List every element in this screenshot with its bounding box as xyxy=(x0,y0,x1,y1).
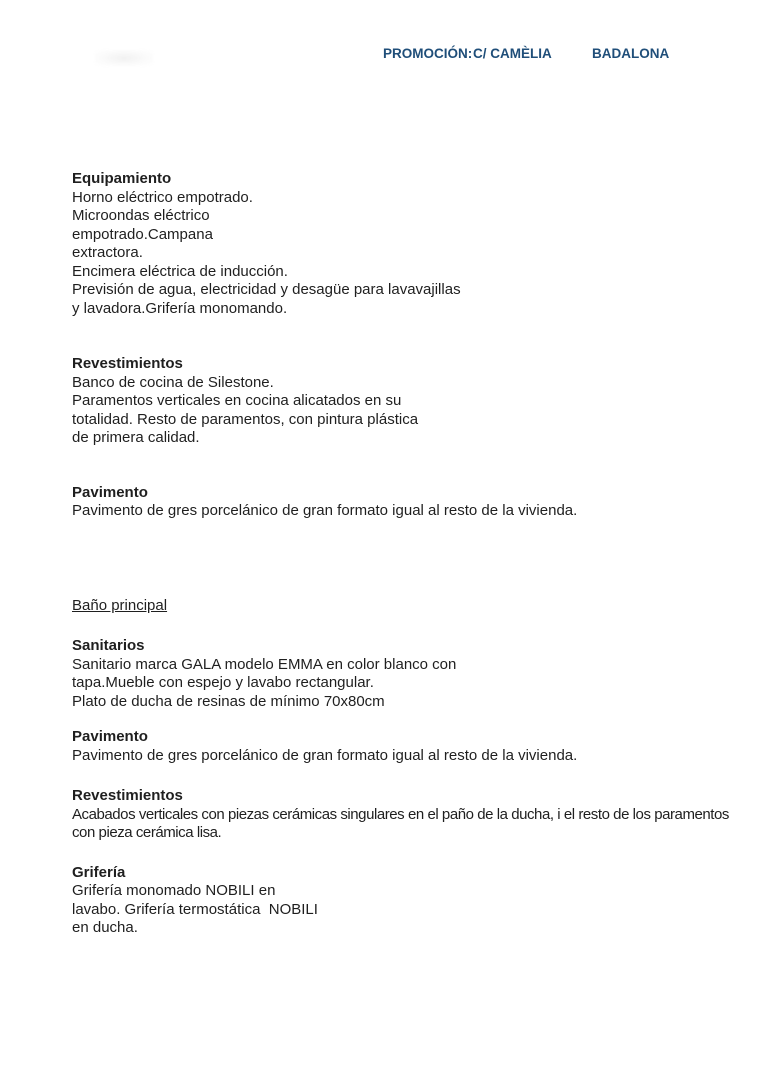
section-heading: Revestimientos xyxy=(72,355,183,372)
paragraph-line: Sanitario marca GALA modelo EMMA en color blanco con xyxy=(72,655,457,673)
section xyxy=(72,355,732,448)
paragraph-line: en ducha. xyxy=(72,919,138,936)
paragraph-line: Plato de ducha de resinas de mínimo 70x80cm xyxy=(72,692,385,710)
section xyxy=(72,484,732,521)
paragraph-line: y lavadora.Grifería monomando. xyxy=(72,299,288,317)
paragraph-line: con pieza cerámica lisa. xyxy=(72,824,222,841)
section-heading: Pavimento xyxy=(72,728,148,745)
paragraph-line: tapa.Mueble con espejo y lavabo rectangular. xyxy=(72,674,374,691)
paragraph-line: Encimera eléctrica de inducción. xyxy=(72,262,288,280)
paragraph-line: empotrado.Campana xyxy=(72,225,213,243)
section xyxy=(72,787,732,843)
section-heading: Sanitarios xyxy=(72,637,145,654)
header-city-name: BADALONA xyxy=(592,46,670,61)
section-heading: Grifería xyxy=(72,863,126,881)
document-body xyxy=(72,170,732,938)
paragraph-line: Horno eléctrico empotrado. xyxy=(72,188,253,206)
section xyxy=(72,597,732,616)
paragraph-line: Microondas eléctrico xyxy=(72,207,210,224)
section-heading: Pavimento xyxy=(72,483,148,501)
paragraph-line: Acabados verticales con piezas cerámicas singulares en el paño de la ducha, i el resto de los paramentos xyxy=(72,805,729,823)
paragraph-line: Pavimento de gres porcelánico de gran formato igual al resto de la vivienda. xyxy=(72,746,578,764)
paragraph-line: de primera calidad. xyxy=(72,429,200,446)
header-promotion-label: PROMOCIÓN: xyxy=(383,46,473,61)
document-header xyxy=(0,46,763,64)
header-street-name: C/ CAMÈLIA xyxy=(473,46,552,61)
section-heading: Equipamiento xyxy=(72,170,172,187)
paragraph-line: Paramentos verticales en cocina alicatados en su xyxy=(72,392,402,409)
section xyxy=(72,637,732,711)
section xyxy=(72,864,732,938)
paragraph-line: totalidad. Resto de paramentos, con pintura plástica xyxy=(72,410,419,428)
section xyxy=(72,170,732,318)
paragraph-line: Grifería monomado NOBILI en xyxy=(72,882,276,899)
section-heading: Baño principal xyxy=(72,596,168,614)
paragraph-line: Pavimento de gres porcelánico de gran formato igual al resto de la vivienda. xyxy=(72,502,578,519)
paragraph-line: lavabo. Grifería termostática NOBILI xyxy=(72,900,318,918)
section-heading: Revestimientos xyxy=(72,787,183,804)
section xyxy=(72,728,732,765)
paragraph-line: extractora. xyxy=(72,244,143,261)
paragraph-line: Banco de cocina de Silestone. xyxy=(72,373,274,391)
paragraph-line: Previsión de agua, electricidad y desagüe para lavavajillas xyxy=(72,281,461,298)
